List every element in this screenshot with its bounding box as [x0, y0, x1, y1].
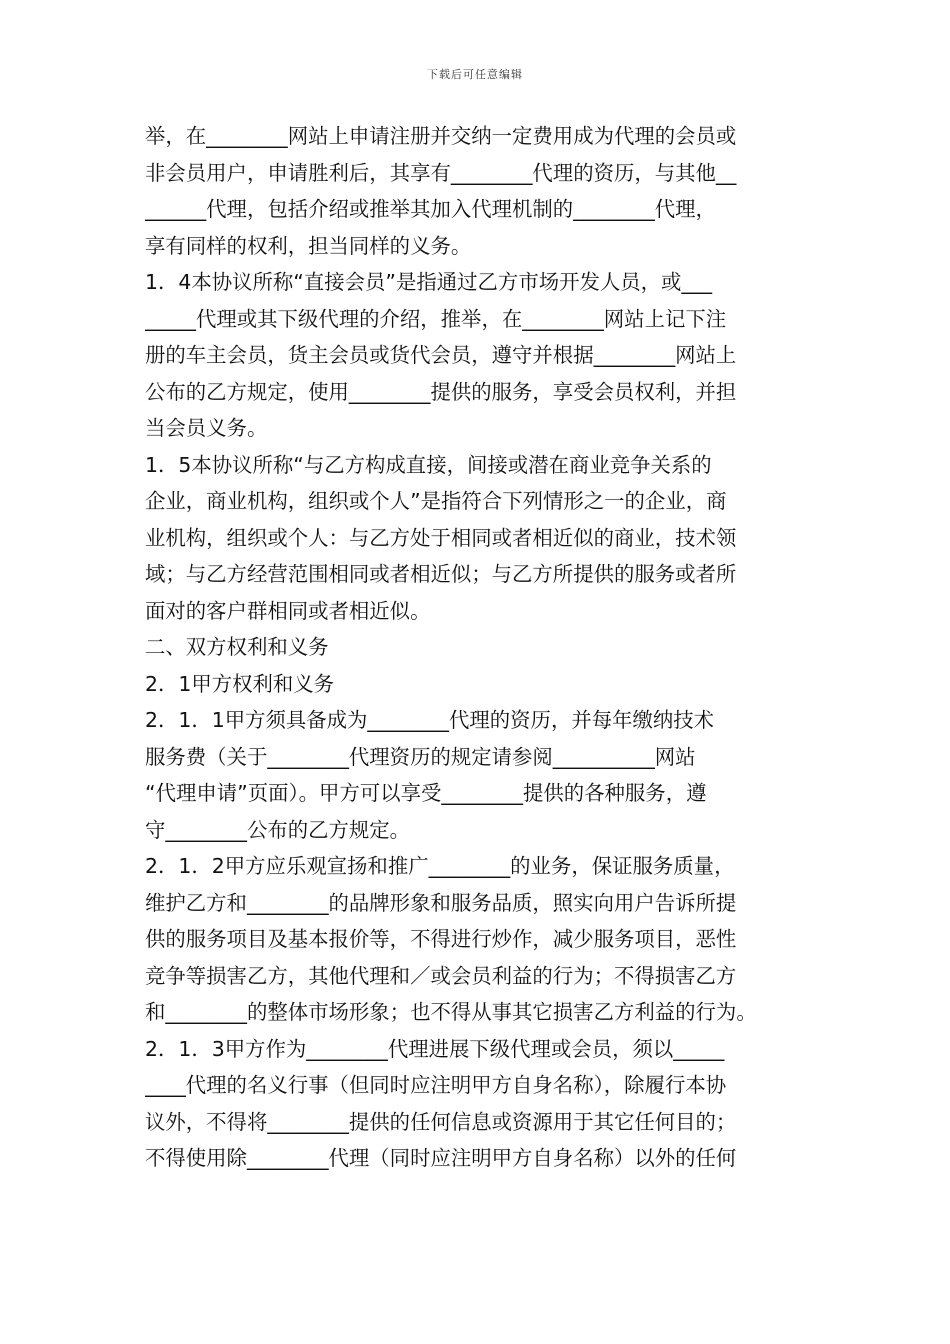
text-line: 非会员用户，申请胜利后，其享有________代理的资历，与其他__: [145, 160, 737, 185]
text-line: 供的服务项目及基本报价等，不得进行炒作，减少服务项目，恶性: [145, 927, 737, 951]
text-line: 企业，商业机构，组织或个人”是指符合下列情形之一的企业，商: [145, 489, 727, 513]
text-line: 业机构，组织或个人：与乙方处于相同或者相近似的商业，技术领: [145, 525, 737, 550]
section-heading: 二、双方权利和义务: [145, 635, 329, 659]
text-line: 和________的整体市场形象；也不得从事其它损害乙方利益的行为。: [145, 1000, 757, 1024]
text-line: 1．5本协议所称“与乙方构成直接，间接或潜在商业竞争关系的: [145, 452, 712, 477]
text-line: 不得使用除________代理（同时应注明甲方自身名称）以外的任何: [145, 1146, 737, 1170]
text-line: _____代理或其下级代理的介绍，推举，在________网站上记下注: [145, 306, 727, 331]
section-heading: 2．1甲方权利和义务: [145, 671, 335, 696]
text-line: 2．1．2甲方应乐观宣扬和推广________的业务，保证服务质量，: [145, 854, 735, 878]
text-line: 服务费（关于________代理资历的规定请参阅__________网站: [145, 744, 696, 769]
text-line: 竞争等损害乙方，其他代理和／或会员利益的行为；不得损害乙方: [145, 963, 737, 988]
text-line: 2．1．1甲方须具备成为________代理的资历，并每年缴纳技术: [145, 708, 715, 732]
text-line: 1．4本协议所称“直接会员”是指通过乙方市场开发人员，或___: [145, 270, 713, 294]
text-line: 享有同样的权利，担当同样的义务。: [145, 233, 472, 258]
text-line: 议外，不得将________提供的任何信息或资源用于其它任何目的；: [145, 1109, 737, 1134]
text-line: ______代理，包括介绍或推举其加入代理机制的________代理，: [145, 197, 716, 221]
text-line: 举，在________网站上申请注册并交纳一定费用成为代理的会员或: [145, 124, 737, 148]
text-line: 守________公布的乙方规定。: [145, 817, 411, 842]
text-line: 当会员义务。: [145, 416, 268, 440]
text-line: 公布的乙方规定，使用________提供的服务，享受会员权利，并担: [145, 379, 737, 404]
text-line: 域；与乙方经营范围相同或者相近似；与乙方所提供的服务或者所: [145, 562, 737, 586]
page-header: 下载后可任意编辑: [427, 68, 523, 81]
text-line: ____代理的名义行事（但同时应注明甲方自身名称），除履行本协: [145, 1073, 727, 1097]
text-line: 维护乙方和________的品牌形象和服务品质，照实向用户告诉所提: [145, 890, 737, 915]
text-line: 册的车主会员，货主会员或货代会员，遵守并根据________网站上: [145, 343, 737, 367]
text-line: 2．1．3甲方作为________代理进展下级代理或会员，须以_____: [145, 1036, 725, 1061]
document-body: [145, 118, 815, 1177]
text-line: “代理申请”页面）。甲方可以享受________提供的各种服务，遵: [145, 781, 707, 805]
text-line: 面对的客户群相同或者相近似。: [145, 598, 431, 623]
